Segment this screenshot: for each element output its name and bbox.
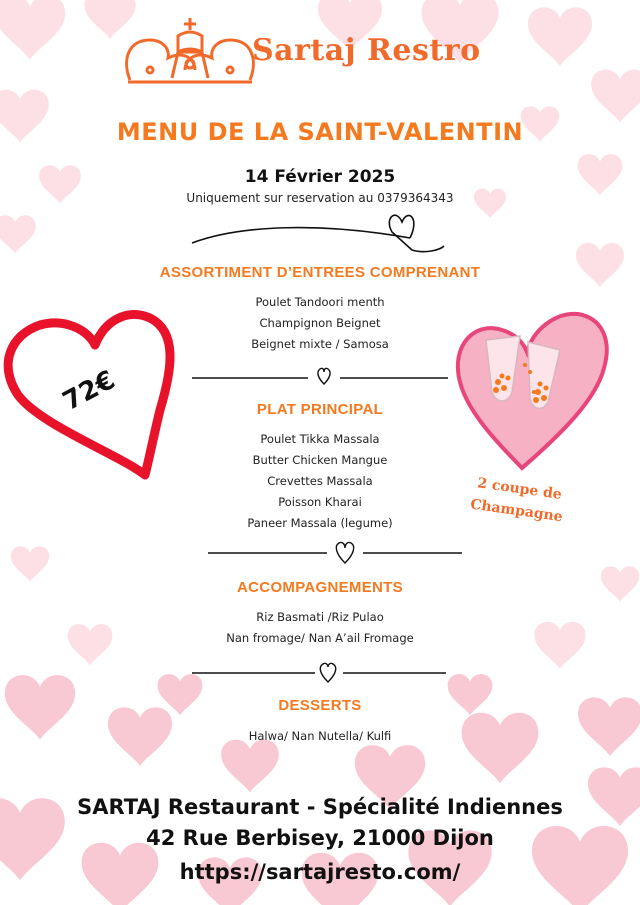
list-item: Nan fromage/ Nan A’ail Fromage — [226, 631, 414, 645]
champagne-badge: 2 coupe de Champagne — [469, 475, 564, 526]
footer-restaurant: SARTAJ Restaurant - Spécialité Indiennes — [77, 795, 563, 819]
section-title-plat: PLAT PRINCIPAL — [256, 401, 384, 418]
crown-logo-icon — [127, 18, 254, 82]
reservation-note: Uniquement sur reservation au 0379364343 — [186, 191, 454, 205]
section-title-accompagnements: ACCOMPAGNEMENTS — [237, 579, 403, 596]
list-item: Crevettes Massala — [267, 474, 373, 488]
list-item: Champignon Beignet — [259, 316, 381, 330]
list-item: Paneer Massala (legume) — [247, 516, 393, 530]
page-title: MENU DE LA SAINT-VALENTIN — [116, 118, 524, 146]
list-item: Poulet Tikka Massala — [260, 432, 380, 446]
footer-address: 42 Rue Berbisey, 21000 Dijon — [146, 826, 494, 850]
swirl-heart-line — [192, 215, 444, 251]
list-item: Poulet Tandoori menth — [255, 295, 385, 309]
list-item: Beignet mixte / Samosa — [251, 337, 389, 351]
list-item: Butter Chicken Mangue — [252, 453, 388, 467]
event-date: 14 Février 2025 — [244, 167, 396, 187]
list-item: Halwa/ Nan Nutella/ Kulfi — [248, 729, 392, 743]
footer-website-link[interactable]: https://sartajresto.com/ — [179, 860, 461, 884]
desserts-list — [0, 726, 640, 747]
price-badge: 72€ — [58, 365, 121, 417]
brand-name: Sartaj Restro — [252, 33, 481, 68]
entrees-list — [0, 292, 640, 355]
list-item: Riz Basmati /Riz Pulao — [256, 610, 384, 624]
accompagnements-list — [0, 607, 640, 649]
list-item: Poisson Kharai — [278, 495, 362, 509]
section-title-desserts: DESSERTS — [278, 697, 362, 714]
section-title-entrees: ASSORTIMENT D’ENTREES COMPRENANT — [159, 264, 481, 281]
